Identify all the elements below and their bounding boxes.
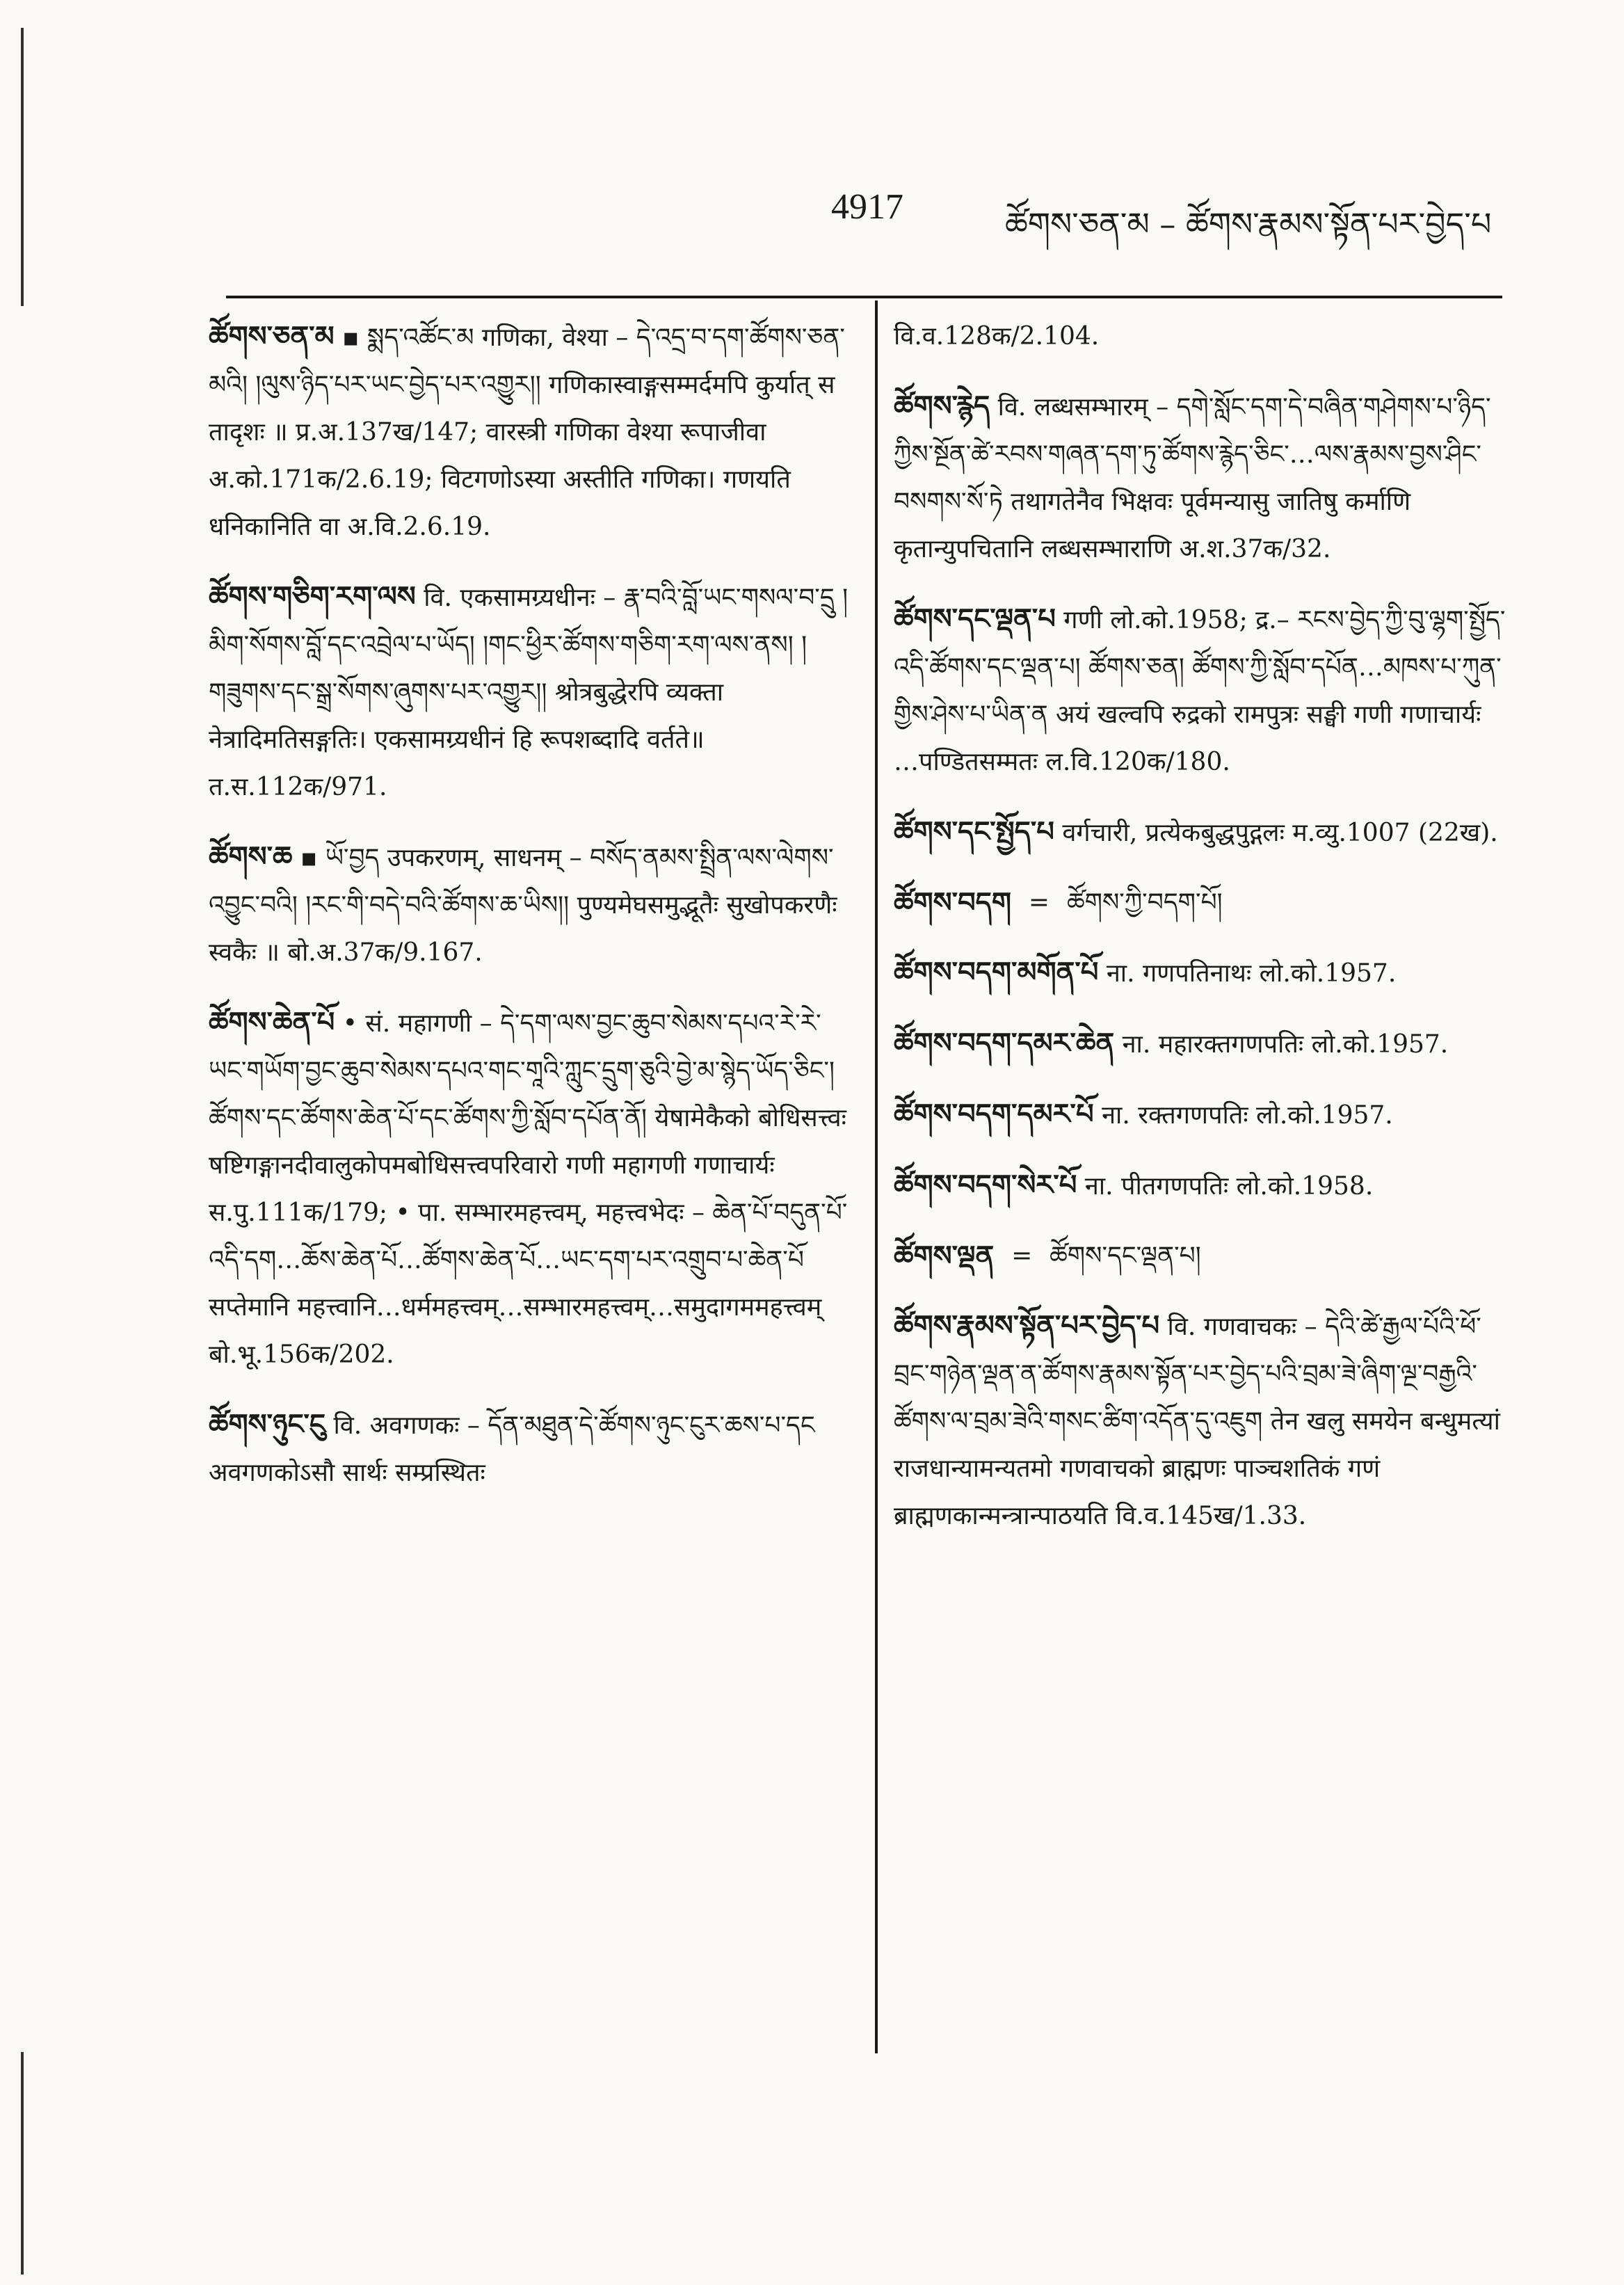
page-number: 4917 (831, 187, 903, 227)
left-column (209, 313, 852, 1519)
equals-sign: = (1011, 1242, 1033, 1270)
entry-text: गणी लो.को.1958; द्र.– རངས་བྱེད་ཀྱི་བུ་ལྷག་སྤྱོད་འདི་ཚོགས་དང་ལྡན་པ། ཚོགས་ཅན། ཚོགས་ཀྱི་སློབ་དཔོན…མཁས་པ་ཀུན་གྱིས་ཤེས་པ་ཡིན་ན अयं खल्वपि रुद्रको रामपुत्रः सङ्घी गणी गणाचार्यः …पण्डितसम्मतः ल.वि.120क/180. (894, 606, 1506, 776)
headword: ཚོགས་རྙེད (894, 390, 990, 422)
dictionary-entry (894, 1020, 1506, 1068)
entry-text: ना. रक्तगणपतिः लो.को.1957. (1102, 1101, 1393, 1130)
equals-sign: = (1028, 888, 1050, 917)
entry-text: वि. लब्धसम्भारम् – དགེ་སློང་དག་དེ་བཞིན་གཤེགས་པ་ཉིད་ཀྱིས་སྔོན་ཚེ་རབས་གཞན་དག་ཏུ་ཚོགས་རྙེད་ཅིང་…ལས་རྣམས་བྱས་ཤིང་བསགས་སོ་ཏེ तथागतेनैव भिक्षवः पूर्वमन्यासु जातिषु कर्माणि कृतान्युपचितानि लब्धसम्भाराणि अ.श.37क/32. (894, 393, 1491, 563)
page-edge-mark (21, 2052, 24, 2275)
dictionary-entry (894, 949, 1506, 997)
header-rule (226, 296, 1502, 298)
running-head: ཚོགས་ཅན་མ – ཚོགས་རྣམས་སྟོན་པར་བྱེད་པ (1005, 205, 1492, 243)
dictionary-entry (894, 595, 1506, 786)
entry-text: ना. पीतगणपतिः लो.को.1958. (1084, 1172, 1374, 1201)
dictionary-entry (894, 1091, 1506, 1139)
dictionary-entry (209, 1401, 852, 1497)
dictionary-entry (894, 383, 1506, 573)
entry-text: ना. महारक्तगणपतिः लो.को.1957. (1122, 1030, 1449, 1059)
dictionary-entry (209, 313, 852, 551)
cross-reference-entry (894, 879, 1506, 927)
entry-text: वि. गणवाचकः – དེའི་ཚེ་རྒྱལ་པོའི་ཕོ་བྲང་གཉེན་ལྡན་ན་ཚོགས་རྣམས་སྟོན་པར་བྱེད་པའི་བྲམ་ཟེ་ཞིག་ལྔ་བརྒྱའི་ཚོགས་ལ་བྲམ་ཟེའི་གསང་ཚིག་འདོན་དུ་འཇུག तेन खलु समयेन बन्धुमत्यां राजधान्यामन्यतमो गणवाचको ब्राह्मणः पाञ्चशतिकं गणं ब्राह्मणकान्मन्त्रान्पाठयति वि.व.145ख/1.33. (894, 1313, 1500, 1530)
headword: ཚོགས་བདག (894, 886, 1011, 919)
headword: ཚོགས་བདག་དམར་པོ (894, 1098, 1094, 1130)
entry-text: वि. अवगणकः – དོན་མཐུན་དེ་ཚོགས་ཉུང་ངུར་ཆས་པ་དང अवगणकोऽसौ सार्थः सम्प्रस्थितः (209, 1411, 815, 1487)
headword: ཚོགས་ཉུང་ངུ (209, 1408, 325, 1441)
headword: ཚོགས་རྣམས་སྟོན་པར་བྱེད་པ (894, 1309, 1160, 1342)
right-column (894, 313, 1506, 1562)
entry-text: वि.व.128क/2.104. (894, 322, 1100, 351)
cross-reference-target: ཚོགས་ཀྱི་བདག་པོ། (1067, 888, 1223, 917)
dictionary-entry (894, 1302, 1506, 1540)
cross-reference-target: ཚོགས་དང་ལྡན་པ། (1050, 1242, 1201, 1270)
headword: ཚོགས་བདག་མགོན་པོ (894, 956, 1099, 988)
dictionary-entry (894, 1162, 1506, 1210)
headword: ཚོགས་ཆེན་པོ (209, 1006, 335, 1039)
dictionary-entry (894, 808, 1506, 857)
dictionary-entry (209, 999, 852, 1379)
dictionary-entry (209, 833, 852, 977)
headword: ཚོགས་དང་ལྡན་པ (894, 602, 1056, 635)
column-divider (875, 300, 878, 2053)
headword: ཚོགས་དང་སྤྱོད་པ (894, 815, 1054, 848)
entry-text: ▪ ཡོ་བྱད उपकरणम्, साधनम् – བསོད་ནམས་སྤྲིན་ལས་ལེགས་འབྱུང་བའི། །རང་གི་བདེ་བའི་ཚོགས་ཆ་ཡིས།། पुण्यमेघसमुद्भूतैः सुखोपकरणैः स्वकैः ॥ बो.अ.37क/9.167. (209, 844, 837, 967)
headword: ཚོགས་བདག་སེར་པོ (894, 1169, 1077, 1201)
entry-text: • सं. महागणी – དེ་དག་ལས་བྱང་ཆུབ་སེམས་དཔའ་རེ་རེ་ཡང་གཡོག་བྱང་ཆུབ་སེམས་དཔའ་གང་གཱའི་ཀླུང་དྲུག་ཅུའི་བྱེ་མ་སྙེད་ཡོད་ཅིང་། ཚོགས་དང་ཚོགས་ཆེན་པོ་དང་ཚོགས་ཀྱི་སློབ་དཔོན་ནོ། येषामेकैको बोधिसत्त्वः षष्टिगङ्गानदीवालुकोपमबोधिसत्त्वपरिवारो गणी महागणी गणाचार्यः स.पु.111क/179; • पा. सम्भारमहत्त्वम्, महत्त्वभेदः – ཆེན་པོ་བདུན་པོ་འདི་དག…ཆོས་ཆེན་པོ…ཚོགས་ཆེན་པོ…ཡང་དག་པར་འགྲུབ་པ་ཆེན་པོ सप्तेमानि महत्त्वानि…धर्ममहत्त्वम्…सम्भारमहत्त्वम्…समुदागममहत्त्वम् बो.भू.156क/202. (209, 1009, 848, 1369)
headword: ཚོགས་ཅན་མ (209, 320, 335, 353)
page-edge-mark (21, 28, 24, 306)
dictionary-entry (209, 573, 852, 811)
entry-text: वि. एकसामग्र्यधीनः – རྣ་བའི་བློ་ཡང་གསལ་བ་དྲུ །མིག་སོགས་བློ་དང་འབྲེལ་པ་ཡོད། །གང་ཕྱིར་ཚོགས་གཅིག་རག་ལས་ནས། །གཟུགས་དང་སྒྲ་སོགས་ཞུགས་པར་འགྱུར།། श्रोत्रबुद्धेरपि व्यक्ता नेत्रादिमतिसङ्गतिः। एकसामग्र्यधीनं हि रूपशब्दादि वर्तते॥ त.स.112क/971. (209, 584, 849, 801)
entry-text: वर्गचारी, प्रत्येकबुद्धपुद्गलः म.व्यु.1007 (22ख). (1062, 819, 1498, 847)
cross-reference-entry (894, 1233, 1506, 1280)
entry-text: ना. गणपतिनाथः लो.को.1957. (1106, 959, 1397, 988)
headword: ཚོགས་ཆ (209, 840, 293, 873)
entry-text: ▪ སྨད་འཚོང་མ गणिका, वेश्या – དེ་འདྲ་བ་དག་ཚོགས་ཅན་མའི། །ལུས་ཉིད་པར་ཡང་བྱེད་པར་འགྱུར།། गणिकास्वाङ्गसम्मर्दमपि कुर्यात् स तादृशः ॥ प्र.अ.137ख/147; वारस्त्री गणिका वेश्या रूपाजीवा अ.को.171क/2.6.19; विटगणोऽस्या अस्तीति गणिका। गणयति धनिकानिति वा अ.वि.2.6.19. (209, 323, 845, 541)
dictionary-entry-continuation (894, 313, 1506, 360)
headword: ཚོགས་བདག་དམར་ཆེན (894, 1027, 1115, 1059)
headword: ཚོགས་ལྡན (894, 1240, 995, 1272)
headword: ཚོགས་གཅིག་རག་ལས (209, 580, 416, 613)
